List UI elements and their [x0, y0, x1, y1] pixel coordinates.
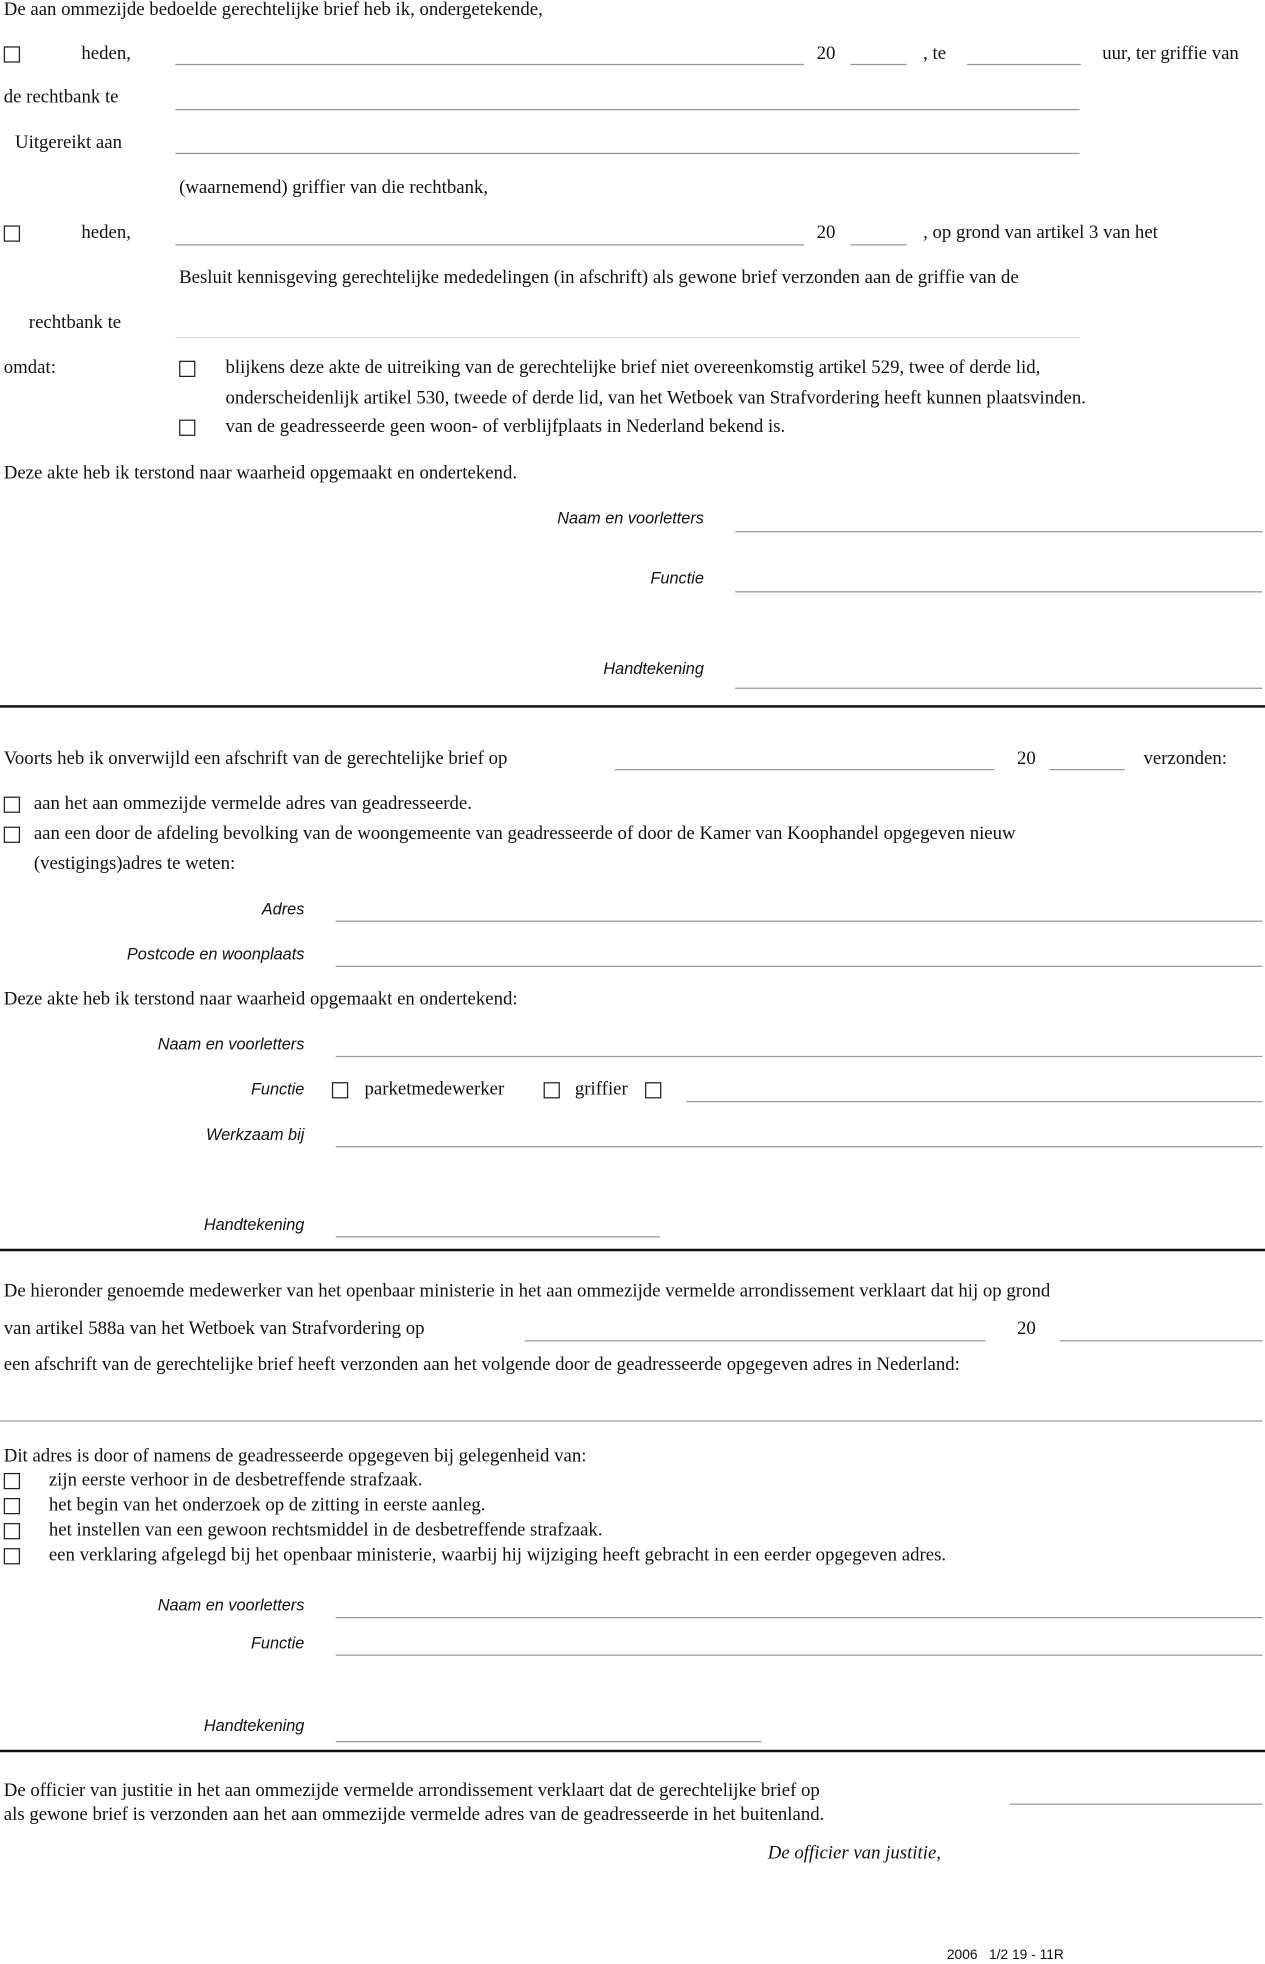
s4-text-1: De officier van justitie in het aan ommezijde vermelde arrondissement verklaart dat de gerechtelijke brief op [3, 1781, 820, 1802]
handtekening-field-2[interactable] [336, 1236, 660, 1237]
uitgereikt-field[interactable] [175, 153, 1079, 154]
year-prefix-3: 20 [1017, 748, 1036, 770]
handtekening-label-3: Handtekening [203, 1715, 305, 1735]
handtekening-label: Handtekening [603, 658, 704, 678]
naam-field-2[interactable] [336, 1056, 1263, 1057]
functie-other-field[interactable] [686, 1101, 1262, 1102]
checkbox-reason-1[interactable] [179, 361, 195, 377]
naam-label-3: Naam en voorletters [157, 1595, 305, 1615]
form-code: 2006 1/2 19 - 11R [946, 1947, 1064, 1963]
opt-2-text-2: (vestigings)adres te weten: [33, 854, 236, 875]
parketmedewerker-label: parketmedewerker [364, 1079, 505, 1100]
postcode-label: Postcode en woonplaats [126, 944, 305, 964]
checkbox-s3-2[interactable] [4, 1498, 20, 1514]
s3-text-2: van artikel 588a van het Wetboek van Strafvordering op [3, 1318, 425, 1339]
voorts-date-field[interactable] [615, 769, 995, 770]
checkbox-other[interactable] [645, 1082, 661, 1098]
naam-field-3[interactable] [336, 1617, 1263, 1618]
naam-field[interactable] [735, 531, 1262, 532]
handtekening-field-3[interactable] [336, 1741, 762, 1742]
heden-label: heden, [81, 43, 131, 64]
akte-text-2: Deze akte heb ik terstond naar waarheid opgemaakt en ondertekend: [3, 989, 518, 1010]
reason-1-text-2: onderscheidenlijk artikel 530, tweede of derde lid, van het Wetboek van Strafvordering heeft kunnen plaatsvinden. [225, 388, 1086, 409]
dit-adres-text: Dit adres is door of namens de geadresseerde opgegeven bij gelegenheid van: [3, 1446, 587, 1467]
rechtbank-label-2: rechtbank te [28, 313, 122, 334]
werkzaam-label: Werkzaam bij [206, 1124, 305, 1144]
checkbox-opt-1[interactable] [4, 797, 20, 813]
functie-label-2: Functie [250, 1079, 305, 1099]
werkzaam-field[interactable] [336, 1146, 1263, 1147]
functie-label-3: Functie [250, 1633, 305, 1653]
griffier-text: (waarnemend) griffier van die rechtbank, [179, 177, 489, 198]
adres-field[interactable] [336, 921, 1263, 922]
checkbox-heden-1[interactable] [4, 46, 20, 62]
besluit-text: Besluit kennisgeving gerechtelijke mededelingen (in afschrift) als gewone brief verzonden aan de griffie van de [179, 268, 1019, 289]
rechtbank-field-2[interactable] [175, 337, 1079, 338]
section-divider [0, 705, 1265, 708]
griffier-label: griffier [574, 1079, 628, 1100]
intro-text: De aan ommezijde bedoelde gerechtelijke brief heb ik, ondergetekende, [3, 0, 543, 21]
adres-label: Adres [261, 899, 305, 919]
section-divider [0, 1750, 1265, 1753]
rechtbank-label: de rechtbank te [3, 87, 119, 108]
rechtbank-field[interactable] [175, 109, 1079, 110]
omdat-label: omdat: [3, 358, 56, 379]
time-field[interactable] [967, 64, 1081, 65]
year-field-4[interactable] [1060, 1340, 1263, 1341]
s3-opt-1: zijn eerste verhoor in de desbetreffende strafzaak. [48, 1470, 423, 1491]
year-prefix-2: 20 [816, 222, 836, 243]
year-prefix-4: 20 [1017, 1318, 1036, 1339]
handtekening-field[interactable] [735, 688, 1262, 689]
heden-label-2: heden, [81, 222, 131, 243]
reason-2-text: van de geadresseerde geen woon- of verblijfplaats in Nederland bekend is. [225, 417, 786, 438]
naam-label-2: Naam en voorletters [157, 1034, 305, 1054]
s3-date-field[interactable] [525, 1340, 986, 1341]
functie-field[interactable] [735, 591, 1262, 592]
verzonden-label: verzonden: [1143, 748, 1227, 770]
section-divider [0, 1249, 1265, 1252]
year-field-2[interactable] [850, 244, 906, 245]
handtekening-label-2: Handtekening [203, 1214, 305, 1234]
s3-text-3: een afschrift van de gerechtelijke brief heeft verzonden aan het volgende door de geadresseerde opgegeven adres in Nederland: [3, 1355, 960, 1376]
uur-label: uur, ter griffie van [1102, 43, 1239, 64]
checkbox-s3-4[interactable] [4, 1548, 20, 1564]
checkbox-s3-1[interactable] [4, 1473, 20, 1489]
checkbox-griffier[interactable] [544, 1082, 560, 1098]
s3-opt-3: het instellen van een gewoon rechtsmiddel in de desbetreffende strafzaak. [48, 1520, 603, 1541]
checkbox-opt-2[interactable] [4, 827, 20, 843]
checkbox-reason-2[interactable] [179, 420, 195, 436]
checkbox-heden-2[interactable] [4, 225, 20, 241]
s3-opt-4: een verklaring afgelegd bij het openbaar ministerie, waarbij hij wijziging heeft gebracht in een eerder opgegeven adres. [48, 1545, 947, 1566]
year-prefix: 20 [816, 43, 836, 64]
op-grond-text: , op grond van artikel 3 van het [923, 222, 1158, 243]
s3-opt-2: het begin van het onderzoek op de zitting in eerste aanleg. [48, 1495, 486, 1516]
date-field-2[interactable] [175, 244, 804, 245]
uitgereikt-label: Uitgereikt aan [15, 132, 122, 153]
opt-1-text: aan het aan ommezijde vermelde adres van geadresseerde. [33, 794, 472, 815]
naam-label: Naam en voorletters [557, 508, 704, 528]
year-field-1[interactable] [850, 64, 906, 65]
s3-text-1: De hieronder genoemde medewerker van het openbaar ministerie in het aan ommezijde vermelde arrondissement verklaart dat hij op grond [3, 1281, 1051, 1302]
year-field-3[interactable] [1050, 769, 1125, 770]
reason-1-text: blijkens deze akte de uitreiking van de gerechtelijke brief niet overeenkomstig artikel 529, twee of derde lid, [225, 358, 1041, 379]
opt-2-text: aan een door de afdeling bevolking van de woongemeente van geadresseerde of door de Kamer van Koophandel opgegeven nieuw [33, 824, 1016, 845]
checkbox-s3-3[interactable] [4, 1523, 20, 1539]
voorts-text: Voorts heb ik onverwijld een afschrift van de gerechtelijke brief op [3, 748, 508, 770]
functie-field-3[interactable] [336, 1655, 1263, 1656]
s4-date-field[interactable] [1010, 1804, 1263, 1805]
functie-label: Functie [650, 568, 704, 588]
nl-address-field[interactable] [0, 1420, 1263, 1421]
postcode-field[interactable] [336, 966, 1263, 967]
officier-signature-label: De officier van justitie, [767, 1843, 942, 1864]
s4-text-2: als gewone brief is verzonden aan het aan ommezijde vermelde adres van de geadresseerde in het buitenland. [3, 1804, 825, 1825]
te-label: , te [923, 43, 947, 64]
date-field-1[interactable] [175, 64, 804, 65]
akte-text: Deze akte heb ik terstond naar waarheid opgemaakt en ondertekend. [3, 463, 518, 484]
checkbox-parketmedewerker[interactable] [332, 1082, 348, 1098]
